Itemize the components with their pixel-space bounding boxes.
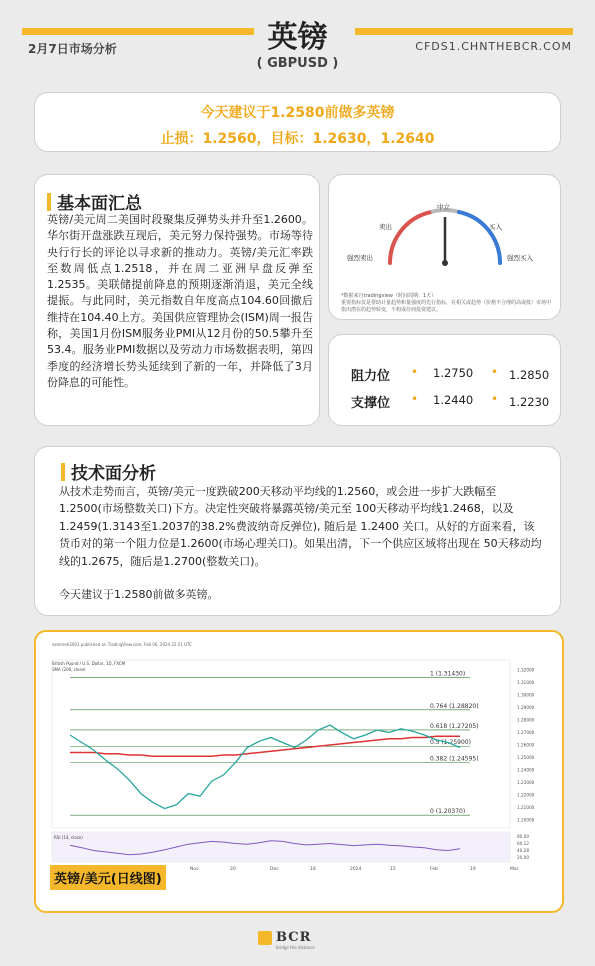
price-chart — [50, 640, 550, 870]
sentiment-gauge — [329, 175, 562, 293]
technical-card — [34, 446, 561, 616]
bcr-logo-icon — [258, 931, 272, 945]
heading-accent-bar — [61, 463, 65, 481]
y-tick-label: 1.31000 — [517, 680, 535, 686]
recommendation-line1: 今天建议于1.2580前做多英镑 — [200, 105, 395, 121]
rsi-pane — [52, 832, 510, 862]
x-tick-label: Feb — [430, 867, 438, 870]
rsi-tick-label: 80.00 — [517, 834, 529, 839]
x-tick-label: 2024 — [350, 867, 362, 870]
fib-label: 1 (1.31430) — [430, 670, 466, 678]
fib-label: 0.382 (1.24595) — [430, 755, 479, 763]
site-url[interactable]: CFDS1.CHNTHEBCR.COM — [415, 40, 572, 53]
recommendation-card — [34, 92, 561, 152]
support-1: 1.2440 — [433, 393, 474, 407]
technical-heading — [61, 459, 156, 484]
gauge-arc-sell — [390, 212, 431, 263]
chart-ma-text: SMA (200, close) — [52, 667, 86, 672]
page-subtitle: ( GBPUSD ) — [256, 56, 339, 71]
fib-label: 0.618 (1.27205) — [430, 722, 479, 730]
technical-body: 从技术走势而言，英镑/美元一度跌破200天移动平均线的1.2560，或会进一步扩大跌幅至1.2500(市场整数关口)下方。决定性突破将暴露英镑/美元至 100天移动平均线1.2468，以及1.2459(1.3143至1.2037的38.2%费波纳奇反弹位), 随后是 1.2400 关口。从好的方面来看，该货币对的第一个阻力位是1.2600(市场心理关口)。如果出清，下一个供应区域将出现在 50天移动均线的1.2675，随后是1.2700(整数关口)。 — [59, 485, 542, 568]
resistance-2: 1.2850 — [509, 368, 550, 382]
y-tick-label: 1.28000 — [517, 717, 535, 723]
gauge-label-neutral: 中立 — [437, 203, 450, 211]
rsi-tick-label: 40.28 — [517, 847, 529, 853]
heading-accent-bar — [47, 193, 51, 211]
fib-label: 0 (1.20370) — [430, 808, 466, 816]
x-tick-label: 15 — [390, 867, 396, 870]
page-title: 英镑 — [267, 20, 328, 55]
chart-caption: 英镑/美元(日线图) — [50, 865, 166, 890]
gauge-label-buy: 买入 — [489, 223, 502, 231]
y-tick-label: 1.25000 — [517, 754, 535, 760]
support-label: 支撑位 — [351, 396, 391, 411]
price-line — [70, 725, 460, 809]
y-tick-label: 1.23000 — [517, 779, 535, 785]
y-tick-label: 1.29000 — [517, 705, 535, 711]
y-tick-label: 1.22000 — [517, 792, 535, 798]
chart-header-text: sammeh2001 published on TradingView.com, Feb 06, 2024 22:21 UTC — [52, 642, 193, 647]
technical-recommendation: 今天建议于1.2580前做多英镑。 — [59, 588, 219, 601]
rsi-tick-label: 60.12 — [517, 840, 529, 846]
gauge-label-strong-buy: 强烈买入 — [507, 254, 533, 262]
fundamental-heading — [47, 189, 142, 214]
x-tick-label: 18 — [310, 867, 316, 870]
gauge-label-strong-sell: 强烈卖出 — [347, 254, 373, 262]
x-tick-label: Dec — [270, 867, 279, 870]
y-tick-label: 1.30000 — [517, 692, 535, 698]
dot-icon: • — [491, 392, 499, 406]
dot-icon: • — [491, 365, 499, 379]
fib-label: 0.5 (1.25900) — [430, 739, 471, 747]
support-row — [329, 392, 562, 412]
x-tick-label: 20 — [230, 867, 236, 870]
y-tick-label: 1.32000 — [517, 667, 535, 673]
rsi-tick-label: 20.00 — [517, 855, 529, 860]
levels-card — [328, 334, 561, 426]
x-tick-label: Nov — [190, 867, 199, 870]
y-tick-label: 1.21000 — [517, 804, 535, 810]
gauge-pivot — [442, 260, 448, 266]
logo-text: BCR — [276, 930, 312, 945]
y-tick-label: 1.26000 — [517, 742, 535, 748]
dot-icon: • — [411, 365, 419, 379]
fundamental-heading-text: 基本面汇总 — [57, 194, 142, 214]
gauge-note: *数据来自tradingview（时间周期：1天） 重要指标仅是帮助计量趋势和量强度的先行指标，在相关或趋势（价格不合理的高或低）市场中指出潜在的趋势转变，不构成任何投资建议。 — [341, 293, 552, 313]
y-tick-label: 1.27000 — [517, 730, 535, 736]
chart-symbol-text: British Pound / U.S. Dollar, 1D, FXCM — [52, 661, 126, 666]
gauge-label-sell: 卖出 — [379, 223, 392, 231]
dot-icon: • — [411, 392, 419, 406]
logo-tagline: bridge the distance — [276, 945, 315, 950]
x-tick-label: 19 — [470, 867, 476, 870]
fundamental-card — [34, 174, 320, 426]
footer-logo — [258, 930, 315, 950]
gauge-arc-buy — [459, 212, 500, 263]
y-tick-label: 1.20000 — [517, 817, 535, 823]
resistance-label: 阻力位 — [351, 369, 391, 384]
technical-heading-text: 技术面分析 — [71, 464, 156, 484]
support-2: 1.2230 — [509, 395, 550, 409]
recommendation-line2: 止损：1.2560，目标：1.2630，1.2640 — [160, 131, 435, 147]
fib-label: 0.764 (1.28820) — [430, 702, 479, 710]
y-tick-label: 1.24000 — [517, 767, 535, 773]
gauge-card — [328, 174, 561, 320]
x-tick-label: Mar — [510, 867, 519, 870]
rsi-label: RSI (14, close) — [54, 835, 83, 840]
date-label: 2月7日市场分析 — [28, 42, 117, 56]
chart-card — [34, 630, 564, 913]
resistance-1: 1.2750 — [433, 366, 474, 380]
fundamental-body: 英镑/美元周二美国时段聚集反弹势头并升至1.2600。华尔街开盘涨跌互现后，美元努力保持强势。市场等待央行行长的评论以寻求新的推动力。英镑/美元汇率跌至数周低点1.2518，并在周二亚洲早盘反弹至1.2535。美联储提前降息的预期逐渐消退，美元全线提振。与此同时，美元指数自年度高点104.60回撤后维持在104.40上方。美国供应管理协会(ISM)周一报告称，美国1月份ISM服务业PMI从12月份的50.5攀升至53.4。服务业PMI数据以及劳动力市场数据表明，第四季度的经济增长势头延续到了新的一年，并降低了3月份降息的可能性。 — [47, 213, 313, 389]
resistance-row — [329, 365, 562, 385]
